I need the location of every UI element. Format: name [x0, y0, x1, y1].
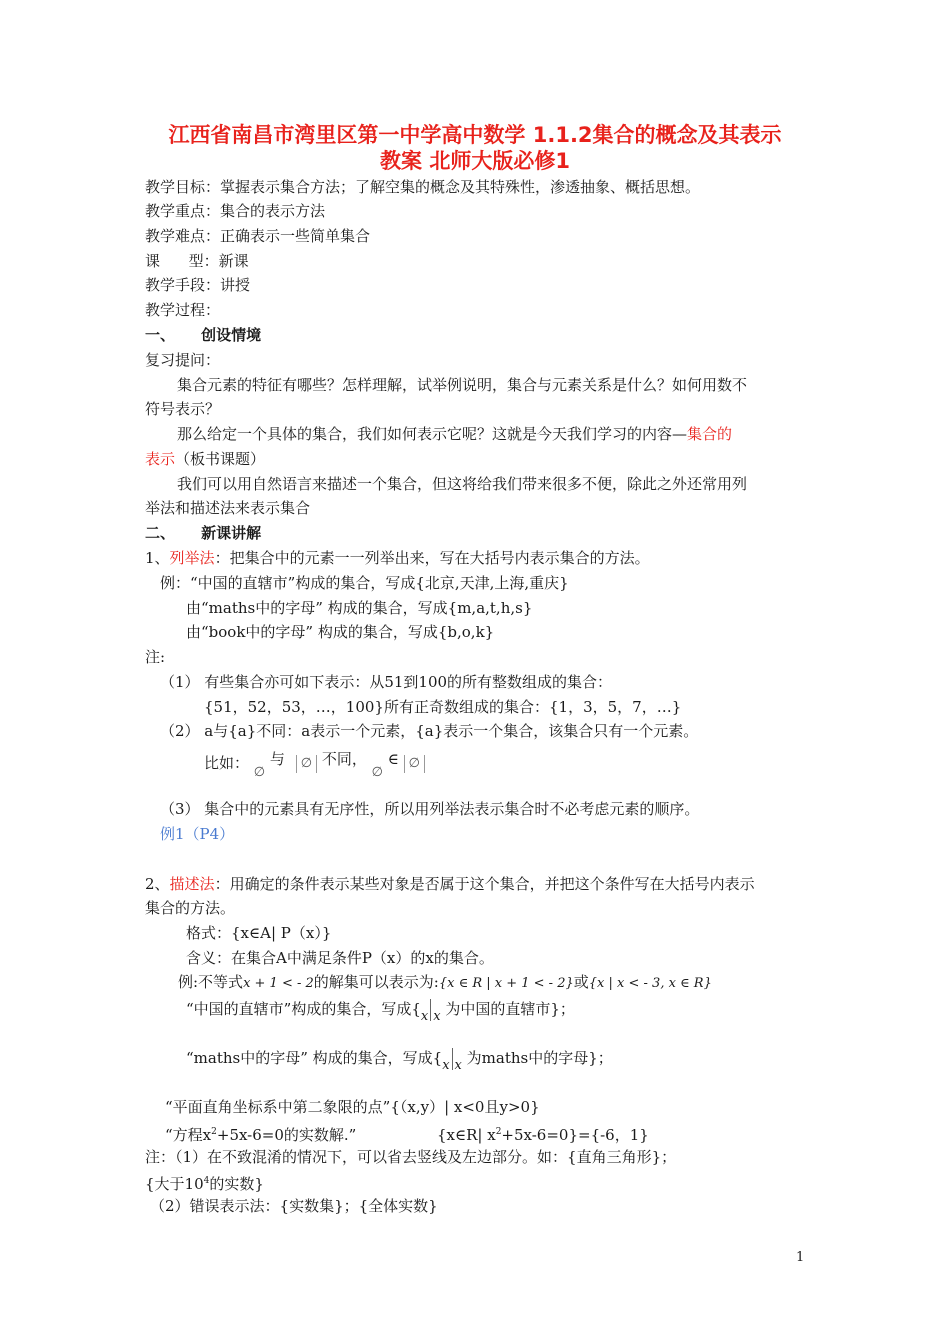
teaching-goal: 教学目标：掌握表示集合方法；了解空集的概念及其特殊性，渗透抽象、概括思想。	[145, 178, 701, 196]
teaching-means: 教学手段：讲授	[145, 276, 251, 294]
intro-text: 那么给定一个具体的集合，我们如何表示它呢？这就是今天我们学习的内容—	[177, 425, 688, 443]
note-label: 注:	[145, 648, 166, 666]
solution-set-1: {x ∈ R | x + 1 < - 2}	[438, 976, 574, 991]
inequality-example	[178, 971, 712, 995]
square-exponent: 2	[211, 1127, 217, 1137]
variable-x: x	[433, 1009, 441, 1024]
lesson-type: 课 型：新课	[145, 252, 249, 270]
description-method-definition-cont: 集合的方法。	[145, 899, 236, 917]
teaching-process-label: 教学过程：	[145, 301, 221, 319]
example-prefix: 比如：	[204, 754, 250, 772]
section-heading-2: 二、 新课讲解	[145, 524, 262, 542]
roster-method-definition	[145, 547, 650, 569]
document-title-line-1: 江西省南昌市湾里区第一中学高中数学 1.1.2集合的概念及其表示	[168, 123, 782, 147]
note-omit-bar: 注：（1）在不致混淆的情况下，可以省去竖线及左边部分。如：{直角三角形}；	[145, 1148, 677, 1166]
roster-method-text: ：把集合中的元素一一列举出来，写在大括号内表示集合的方法。	[214, 549, 650, 567]
element-of-symbol: ∈	[387, 750, 399, 768]
or-text: 或	[573, 973, 589, 991]
method-number: 2、	[145, 875, 170, 893]
different-text: 不同，	[321, 750, 367, 768]
note-2-example	[204, 748, 425, 784]
solution-set-2: {x | x < - 3, x ∈ R}	[588, 976, 712, 991]
inequality-mid-text: 的解集可以表示为:	[313, 973, 439, 991]
note-2: （2） a与{a}不同：a表示一个元素，{a}表示一个集合，该集合只有一个元素。	[160, 722, 699, 740]
wrong-notation-note: （2）错误表示法：{实数集}；{全体实数}	[150, 1197, 438, 1215]
empty-set-symbol: ∅	[408, 756, 420, 771]
natural-language-paragraph-line-2: 举法和描述法来表示集合	[145, 499, 311, 517]
format-line: 格式：{x∈A| P（x）}	[186, 924, 332, 942]
empty-set-symbol: ∅	[371, 765, 383, 780]
note-3: （3） 集合中的元素具有无序性，所以用列举法表示集合时不必考虑元素的顺序。	[160, 800, 700, 818]
empty-set-symbol: ∅	[253, 765, 266, 780]
note-1: （1） 有些集合亦可如下表示：从51到100的所有整数组成的集合：	[160, 673, 613, 691]
set-builder-bar	[452, 1048, 453, 1070]
variable-x: x	[442, 1058, 450, 1073]
note-omit-bar-example	[145, 1170, 264, 1195]
review-paragraph-line-1: 集合元素的特征有哪些？怎样理解，试举例说明，集合与元素关系是什么？如何用数不	[177, 376, 748, 394]
review-paragraph-line-2: 符号表示？	[145, 400, 221, 418]
inequality-expression: x + 1 < - 2	[243, 976, 314, 991]
exponent: 4	[203, 1176, 210, 1186]
solution-set-values: +5x-6=0}={-6，1}	[501, 1126, 649, 1144]
topic-highlight-end: 表示	[145, 450, 176, 468]
teaching-difficulty: 教学难点：正确表示一些简单集合	[145, 227, 371, 245]
equation-solution-set	[437, 1121, 649, 1146]
intro-paragraph-line-1	[177, 423, 732, 445]
with-text: 与	[269, 750, 285, 768]
page-number: 1	[796, 1250, 805, 1265]
cities-text: “中国的直辖市”构成的集合，写成{	[186, 1000, 421, 1018]
cities-example	[186, 998, 575, 1028]
quadrant-example: “平面直角坐标系中第二象限的点”{（x,y）| x<0且y>0}	[165, 1098, 540, 1116]
variable-x: x	[454, 1058, 462, 1073]
roster-example-2: 由“maths中的字母” 构成的集合，写成{m,a,t,h,s}	[186, 599, 533, 617]
set-builder-bar	[430, 999, 431, 1021]
example-p4-link: 例1（P4）	[160, 825, 235, 843]
example-text: {大于10	[145, 1175, 204, 1193]
section-heading-1: 一、 创设情境	[145, 326, 262, 344]
description-method-name: 描述法	[169, 875, 215, 893]
set-of-empty-set	[296, 755, 317, 773]
roster-example-1: 例：“中国的直辖市”构成的集合，写成{北京,天津,上海,重庆}	[160, 574, 569, 592]
review-label: 复习提问：	[145, 351, 221, 369]
cities-condition: 为中国的直辖市}；	[445, 1000, 575, 1018]
solution-set-text: {x∈R| x	[437, 1126, 496, 1144]
method-number: 1、	[145, 549, 170, 567]
maths-condition: 为maths中的字母}；	[466, 1049, 613, 1067]
example-text-end: 的实数}	[209, 1175, 264, 1193]
variable-x: x	[420, 1009, 429, 1024]
note-1-examples: {51，52，53，…，100}所有正奇数组成的集合：{1，3，5，7，…}	[204, 698, 682, 716]
example-prefix: 例:不等式	[178, 973, 244, 991]
intro-paragraph-line-2	[145, 448, 265, 470]
set-of-empty-set	[404, 755, 425, 773]
empty-set-symbol: ∅	[300, 756, 313, 771]
meaning-line: 含义：在集合A中满足条件P（x）的x的集合。	[186, 949, 494, 967]
teaching-key-point: 教学重点：集合的表示方法	[145, 202, 326, 220]
equation-text: “方程x	[165, 1126, 212, 1144]
document-title-line-2: 教案 北师大版必修1	[380, 149, 570, 173]
equation-text-end: +5x-6=0的实数解.”	[216, 1126, 357, 1144]
topic-highlight: 集合的	[687, 425, 733, 443]
maths-text: “maths中的字母” 构成的集合，写成{	[186, 1049, 443, 1067]
natural-language-paragraph-line-1: 我们可以用自然语言来描述一个集合，但这将给我们带来很多不便，除此之外还常用列	[177, 475, 748, 493]
description-method-definition	[145, 873, 755, 895]
board-title-note: （板书课题）	[175, 450, 266, 468]
square-exponent: 2	[495, 1127, 502, 1137]
roster-example-3: 由“book中的字母” 构成的集合，写成{b,o,k}	[186, 623, 495, 641]
roster-method-name: 列举法	[169, 549, 215, 567]
maths-example	[186, 1047, 613, 1077]
description-method-text: ：用确定的条件表示某些对象是否属于这个集合，并把这个条件写在大括号内表示	[214, 875, 755, 893]
equation-example	[165, 1121, 356, 1146]
